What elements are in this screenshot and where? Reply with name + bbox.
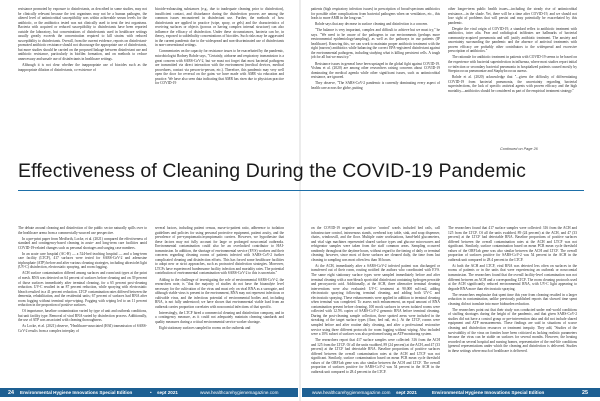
page-footer [0,388,600,401]
top-column-3 [311,7,440,149]
bottom-column-1 [18,226,147,386]
top-column-4 [448,7,577,149]
footer-right [302,388,600,397]
paragraph: Resistance issues in general have been upstaged in the global fight against COVID-19. Vishnu et al. (2020) are among other researchers raising concerns about COVID-19 dominating the medical agenda while other significant issues, such as antimicrobial resistance, are ignored. [311,61,440,80]
continued-note: Continued on Page 26 [500,147,538,151]
page-number-left: 24 [8,389,14,396]
paragraph: They observe, "The SARS-CoV-2 pandemic is currently dominating every aspect of health care across the globe, putting [311,81,440,90]
page-number-right: 25 [582,389,588,396]
paragraph: At both the ACH and LTCF, viral RNA was detected less often on surfaces in the rooms of patients or in the units that were experiencing an outbreak or nosocomial transmission. The researchers found that the overall facility-level contamination was not different between an ACH and a corresponding LTCF. The room cleaning protocols used at the ACH significantly reduced environmental RNA, with UV-C light appearing to degrade RNA more than electrostatic spraying. [448,263,577,291]
paragraph: Commentaries on the capacity for resistance issues to be exacerbated by the pandemic, microbiologist Rodney Rohde says, "Certainly, airborne and respiratory transmission is a great concern with SARS-CoV-2, but we must not forget that most bacterial pathogens are transmitted via direct interaction with the environment (medical devices, medical procedures, contact via person-to-person, etc.). Therefore, this pandemic may very well open the door for reversal on the gains we have made with AMR via education and practice. We have also seen data indicating that AMR has risen due to physician practice for COVID-19 [155,49,284,86]
issue-date-left: sept 2021 [157,390,178,396]
publication-name-left: Environmental Hygiene Innovations Special Edition [20,390,133,396]
article-title: Effectiveness of Cleaning During the COVID-19 Pandemic [18,160,526,182]
paragraph: Although it is not clear whether the inappropriate use of biocides such as the inappropriate dilution of disinfectants, co-existence of [18,63,147,72]
paragraph: Interestingly, the LTCF hired a commercial cleaning and disinfection company, and in a contingency measure, as it could not adequately maintain cleaning standards and quality measures during a critical environmental service worker shortage. [155,310,284,324]
paragraph: The rationale for antibiotic treatment in patients with COVID-19 seems to be based on the experience with bacterial superinfection in influenza, where most studies report initial co-infection or secondary bacterial pneumonia in hospitalized patients caused mostly by Streptococcus pneumoniae and Staphylococcus aureus. [448,55,577,74]
paragraph: Of importance, baseline contamination varied by type of unit and outbreak conditions, but unit facility type. Removal of viral RNA varied by disinfection process. Additionally, the use of ATP was associated with cleaning thoroughness. [18,309,147,323]
top-column-1 [18,7,147,149]
paragraph: At the ACH, immediately after a SARS-CoV-2 infected patient was discharged or transferred out of their room, routing notified the authors who coordinated with EVS. The same eight stationary surface types were sampled immediately before and after terminal cleaning with a non-bleach sporicidal disinfectant containing hydrogen peroxide and peroxyacetic acid. Additionally, at the ACH, three alternative terminal cleaning interventions were also evaluated: UV-C treatment at 90,000 mJ/cm2, adding electrostatic spraying following terminal cleaning, and adding both UV-C and electrostatic spraying. These enhancements were applied in addition to terminal cleaning when terminal was completed. To assess each enhancement, an equal amount of RNA contamination present before cleaning, 100 mock surfaces in seven isolated rooms were collected with 12.5% copies of SARS-CoV-2 genomic RNA before terminal cleaning. During the post-cleaning sample collection, these spotted areas were included in the streaking of the target surface types (floor, bed rail, etc.). At the LTCF, rooms were sampled before and after routine daily cleaning, and after a professional restorative service using three different protocols for room fogging without wiping. Also included were a 10% subset of surfaces was also performed using an ATP monitoring system. [311,263,440,337]
paragraph: The researchers point out that their study was conducted under real-world conditions of staffing shortages during the height of the pandemic, and that given SARS-CoV-2 studies did not have a control group or pre-intervention data and did not include shared equipment and ATP measurements. These findings are said in situations of scarce cleaning and disinfection resources or treatment inequity. They add, "Studies of the survivability of the virus on fomites have been criticized as lacking realistic parameters because the virus can be stable on surfaces for several months. However, the heating recorded on several hospital and nursing homes, representative of the real-life conditions (general representations under which the cleaning and disinfection is delivered. Studies in these settings where much of healthcare is delivered. [448,307,577,353]
paragraph: "The balance is very important, complex and difficult to achieve but we must try," he says. "We need to be aware of the pathogens in our environments (perhaps more environmental epidemiology/sampling), as well as the pathways in our patients (IP healthcare). Knowing this, we can work to maintain proper antibiotic treatment with the right (narrow) antibiotics while balancing the correct EPA-registered disinfectant against the environmental pathogens, including studying what is killing persistent cells. A tough job for all but we must try." [311,28,440,60]
paragraph: Rohde et al. (2020) acknowledge that "...given the difficulty of differentiating COVID-19 from bacterial pneumonia, the uncertainty regarding bacterial superinfections, the lack of specific antiviral agents with proven efficacy and the high mortality—antibiotics should be considered as part of the empirical treatment strategy." [448,75,577,93]
paragraph: other longer-term public health issues—including the steady rise of antimicrobial resistance—in the shade. Yet, there will be a time after COVID-19, and we should not lose sight of problems that will persist and may potentially be exacerbated by this pandemic. [448,7,577,25]
paragraph: The researchers emphasize that spent time this year from cleaning resulted in a larger reduction in contamination, unlike previously published reports that showed time spent cleaning did not translate into more bioburden reduction. [448,292,577,306]
paragraph: ACH surface contamination differed among surfaces and room/unit types at the point of mesh. RNA was detected on 64 percent of surfaces before cleaning and on 39 percent of those surfaces immediately after terminal cleaning, for a 65 percent post-cleaning reduction. UV-C resulted in an 87 percent reduction, while spraying with electrostatic bleach resulted in a 41 percent reduction. LTCF contamination rates differed between the dementia, rehabilitation, and the residential units; 67 percent of surfaces had RNA after room fogging without terminal wipe-wiping. Fogging with wiping led to an 11 percent reduction in the proportion of positive surfaces. [18,271,147,308]
paragraph: resistance promoted by exposure to disinfectants, as described in some studies, may not be clinically relevant because the test organisms may not be a human pathogen, the altered level of antimicrobial susceptibility was within achievable serum levels for the antibiotic, or the antibiotics tested was not clinically used to treat the test organisms. Bacteria with acquired or reduced susceptibility to disinfectants have been reported outside the laboratory, but concentrations of disinfectants used in healthcare settings usually greatly exceeds the concentration required to kill strains with reduced susceptibility to disinfectants. Overall, from the current evidence, reports on disinfectant-promoted antibiotic resistance should not discourage the appropriate use of disinfectants, but more studies should be carried on the proposed linkage between disinfectant use and antibiotic resistance, particularly in biofilm formation, and on methods to reduce unnecessary and unsafe use of disinfectants in healthcare settings. [18,7,147,62]
article-header [18,160,584,200]
issue-date-right: sept 2021 [396,390,417,396]
paragraph: biocide-exhausting substances (e.g., due to inadequate cleaning prior to disinfection), insufficient contact, and disturbance during the disinfection process are among the common issues encountered in disinfectant use. Further, the methods of how disinfectants are applied in practice (wipe, spray, or gels) and the characteristics of receiving surfaces or objects (porous or having complex internal structure) can also influence the efficacy of disinfection. Under these circumstances, bacteria can be, in theory, exposed to sublethality concentrations of biocides. Such risks may be aggravated in the current pandemic due to the widespread and non-discriminated use of disinfectants in non-conventional settings. [155,7,284,48]
top-column-2 [155,7,284,149]
paragraph: The researchers report that 417 surface samples were collected: 316 from the ACH and 125 from the LTCF. Of all the units swabbed, 89 (24 percent) at the ACH, and 47 (33 percent) at the LTCF had detectable RNA. Baseline proportions of positive surfaces differed between the overall contamination rates at the ACH and LTCF was not significant. Similarly, surface contamination based on mean PCR mean cycle threshold values of the ORF1ab gene was also similar between the ACH and LTCF. The overall proportion of surfaces positive for SARS-CoV-2 was 54 percent in the ACH in the outbreak unit compared to 28.4 percent in the LTCF. [311,338,440,374]
paragraph: The debate around cleaning and disinfection of the public sector naturally spills over to the healthcare arena from a commercially-sourced use perspective. [18,226,147,235]
website-link-left[interactable]: www.healthcarehygienemagazine.com [200,390,279,396]
footer-left [0,388,298,397]
paragraph: The researchers found that 417 surface samples were collected: 316 from the ACH and 125 from the LTCF. Of all the units swabbed, 89 (24 percent) at the ACH, and 47 (33 percent) at the LTCF had detectable RNA. Baseline proportions of positive surfaces differed between the overall contamination rates at the ACH and LTCF was not significant. Similarly, surface contamination based on mean PCR mean cycle threshold values of the ORF1ab gene was also similar between the ACH and LTCF. The overall proportion of surfaces positive for SARS-CoV-2 was 54 percent in the ACH in the outbreak unit compared to 28.4 percent in the LTCF. [448,226,577,262]
paragraph: Despite the viral origin of COVID-19, a standard reflex to antibiotic treatment with antibiotics, inter alia. Fear and radiological infiltrates are hallmarks of bacterial community-acquired pneumonia and will justify antibiotic treatment. The anxiety and uncertainty surrounding the pandemic and the absence of antiviral treatments with proven efficacy are probably other contributors to the widespread and excessive prescription of antibiotics." [448,26,577,54]
paragraph: Adding to the challenge of investigating the role of environmental SARS-CoV-2, the researchers note, is "that the majority of studies do not have the bioanalyte level necessary for the cultivation of the virus and must rely on viral RNA as a surrogate, and although viable virus is present in the environment, RNA may not represent infectious or cultivable virus, and the infectious potential of environmental bodies and, including RNA, is not fully understood; we have shown that environmental viable load from an outbreak carries proportion correlates with nosocomial infections of that specific. [155,277,284,309]
paragraph: As Locke, et al. (2021) observe, "Healthcare-associated (HAI) transmission of SARS-CoV-2 results from a complex interplay of [18,324,147,333]
footer-bullet-left: • [150,390,152,396]
publication-name-right: Environmental Hygiene Innovations Special Edition [432,390,545,396]
paragraph: In an acute care hospital (AC-H) — a 524-bed teaching hospital — and a long-term care facility (LTCF), 417 surfaces were tested for SARS-CoV-2 and adenosine triphosphate (ATP) before and after various cleaning strategies, including ultraviolet light (UV-C) disinfection, electrostatic spraying, and room fogging. [18,251,147,270]
title-rule [18,190,584,191]
paragraph: on the COVID-19 negative and positive 'control' wards included bed rails, call infrastructure control, intravenous stands, overhead tray table, sink, and soap dispenser, chairs, windowsill, and the floor. Multiple outer workstations, hand-held glucometers, and vital sign machines represented shared surface types and glucose microwaves and refrigerator samples were taken from the staff common areas. Sampling occurred randomly throughout the daytime hours, without regard to the timing of daily or terminal cleaning; however, since most of these surfaces are cleaned daily, the time from last cleaning to sampling was most often less than 36 hours. [311,226,440,262]
paragraph: patients (high respiratory infection issues) in prescription of broad-spectrum antibiotics for possible other complications from bacterial pathogens when on ventilators, etc., this leads to more AMR in the long run." [311,7,440,21]
paragraph: Eight stationary surfaces sampled in rooms on the outbreak and [159,325,251,330]
website-link-right[interactable]: www.healthcarehygienemagazine.com [312,390,391,396]
bottom-column-4 [448,226,577,386]
paragraph: In a pre-print paper from Medforth, Locke, et al. (2021) compared the effectiveness of standard and contingency-based cleaning in acute- and long-term care facilities amid COVID-19-related changes such as personal shortages and surging case numbers. [18,236,147,250]
paragraph: several factors, including patient census, nurse-to-patient ratio, adherence to isolation guidelines and policies for using personal protective equipment, patient acuity, and the prevalence of pre-symptomatic/asymptomatic carriers. However, we hypothesize that these factors may not fully account for large or prolonged nosocomial outbreaks. Environmental contamination could also be an overlooked contributor to HAI-transmission. In addition, the shortage of environmental service (EVS) workers and their concerns regarding cleaning rooms of patients infected with SARS-CoV-2 further complicated cleaning and disinfection efforts. This has forced some healthcare facilities to adopt new or strict approaches, such as protracted disinfection strategies. Moreover, LTCFs have experienced burdensome facility infection and mortality rates. The potential contribution of environmental contamination with SARS-CoV-2 to this is uncertain." [155,226,284,276]
paragraph: Rohde says that any decrease in surface cleaning and disinfection is a concern. [315,22,429,27]
page-gutter [299,0,301,401]
bottom-column-2 [155,226,284,386]
bottom-column-3 [311,226,440,386]
